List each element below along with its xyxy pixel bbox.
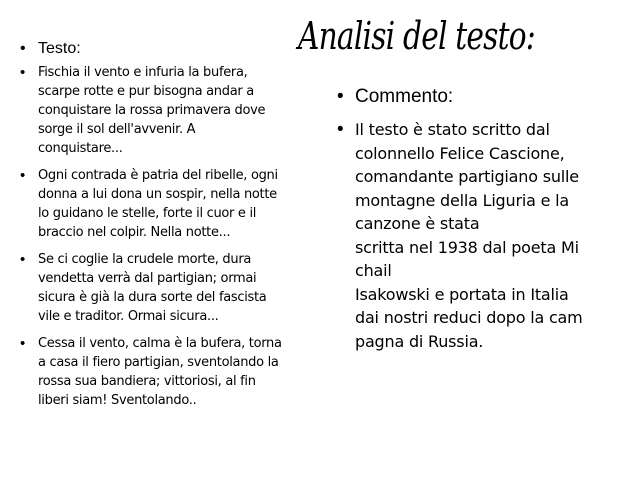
verse-line: • Fischia il vento e infuria la bufera,: [38, 65, 248, 80]
comment-line: Isakowski e portata in Italia: [355, 284, 569, 304]
comment-line: scritta nel 1938 dal poeta Mi: [355, 237, 579, 257]
comment-line: comandante partigiano sulle: [355, 167, 579, 186]
comment-paragraph: [337, 118, 632, 353]
verse-line: • Se ci coglie la crudele morte, dura: [38, 252, 252, 267]
comment-column: [337, 84, 632, 353]
comment-line: montagne della Liguria e la: [355, 190, 569, 210]
text-heading: • Testo:: [20, 38, 340, 60]
verse-line: a casa il fiero partigian, sventolando la: [38, 355, 279, 370]
verse-line: liberi siam! Sventolando..: [38, 393, 197, 408]
slide-title: Analisi del testo:: [298, 14, 536, 58]
verse-line: vendetta verrà dal partigian; ormai: [38, 271, 257, 286]
comment-line: colonnello Felice Cascione,: [355, 143, 565, 163]
comment-line: dai nostri reduci dopo la cam: [355, 308, 583, 327]
comment-line: pagna di Russia.: [355, 331, 484, 351]
verse-line: sicura è già la dura sorte del fascista: [38, 290, 267, 305]
verse-line: rossa sua bandiera; vittoriosi, al fin: [38, 374, 256, 389]
comment-line: canzone è stata: [355, 214, 480, 233]
verse-3: [20, 250, 340, 326]
verse-2: [20, 166, 340, 242]
verse-line: • Cessa il vento, calma è la bufera, torna: [38, 336, 282, 351]
verse-line: lo guidano le stelle, forte il cuor e il: [38, 206, 257, 221]
comment-line: chail: [355, 261, 392, 280]
comment-line: • Il testo è stato scritto dal: [355, 120, 550, 139]
verse-line: scarpe rotte e pur bisogna andar a: [38, 84, 254, 99]
verse-line: conquistare...: [38, 141, 123, 156]
verse-4: [20, 334, 340, 410]
comment-heading: • Commento:: [337, 84, 632, 110]
verse-line: conquistare la rossa primavera dove: [38, 103, 266, 118]
verse-line: braccio nel colpir. Nella notte...: [38, 225, 231, 240]
text-column: [20, 38, 340, 418]
verse-1: [20, 63, 340, 158]
verse-line: • Ogni contrada è patria del ribelle, ogni: [38, 168, 278, 183]
verse-line: vile e traditor. Ormai sicura...: [38, 309, 219, 324]
verse-line: donna a lui dona un sospir, nella notte: [38, 187, 277, 202]
verse-line: sorge il sol dell'avvenir. A: [38, 122, 196, 137]
